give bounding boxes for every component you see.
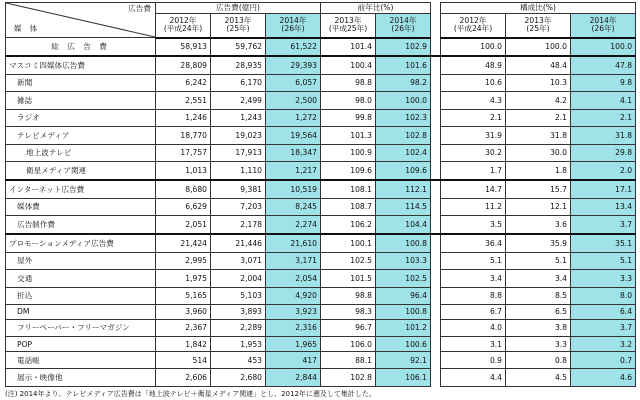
table-cell: 21,610 [266, 234, 321, 252]
row-label: 交通 [6, 270, 156, 288]
table-cell: 100.0 [506, 38, 571, 56]
table-cell: 0.8 [506, 351, 571, 369]
table-cell: 6,057 [266, 74, 321, 92]
table-cell: 3.6 [506, 216, 571, 234]
table-cell: 61,522 [266, 38, 321, 56]
table-cell: 102.5 [376, 270, 431, 288]
ad-expenditure-table [5, 2, 636, 387]
table-cell: 2,606 [156, 369, 211, 387]
table-cell: 2,004 [211, 270, 266, 288]
table-cell: 3.4 [441, 270, 506, 288]
table-cell: 2,844 [266, 369, 321, 387]
table-cell: 2,551 [156, 92, 211, 110]
column-header: 2012年 (平成24年) [156, 14, 211, 38]
table-cell: 5,103 [211, 287, 266, 305]
table-cell: 47.8 [571, 56, 636, 74]
table-cell: 4.0 [441, 319, 506, 337]
table-cell: 1,243 [211, 109, 266, 127]
table-cell: 31.8 [571, 127, 636, 145]
table-cell: 106.0 [321, 337, 376, 352]
table-cell: 2,499 [211, 92, 266, 110]
table-cell: 4,920 [266, 287, 321, 305]
table-cell: 100.1 [321, 234, 376, 252]
table-cell: 6,170 [211, 74, 266, 92]
header-cost-group: 広告費(億円) [156, 3, 321, 14]
table-cell: 3.3 [506, 337, 571, 352]
table-cell: 101.6 [376, 56, 431, 74]
column-header: 2013年 (平成25年) [321, 14, 376, 38]
row-label: ラジオ [6, 109, 156, 127]
table-cell: 3.5 [441, 216, 506, 234]
row-label: POP [6, 337, 156, 352]
table-cell: 2,680 [211, 369, 266, 387]
table-cell: 100.6 [376, 337, 431, 352]
table-cell: 3,171 [266, 252, 321, 270]
table-cell: 10.3 [506, 74, 571, 92]
table-row [6, 38, 636, 56]
table-cell: 100.9 [321, 144, 376, 162]
table-row [6, 144, 636, 162]
table-cell: 21,424 [156, 234, 211, 252]
table-cell: 15.7 [506, 180, 571, 198]
table-cell: 3.8 [506, 319, 571, 337]
row-label: 地上波テレビ [6, 144, 156, 162]
table-cell: 2.1 [571, 109, 636, 127]
row-label: 広告制作費 [6, 216, 156, 234]
table-cell: 4.2 [506, 92, 571, 110]
table-cell: 101.4 [321, 38, 376, 56]
table-cell: 17.1 [571, 180, 636, 198]
row-label: 折込 [6, 287, 156, 305]
table-cell: 6.7 [441, 305, 506, 320]
row-label: テレビメディア [6, 127, 156, 145]
table-cell: 3,960 [156, 305, 211, 320]
table-cell: 6.5 [506, 305, 571, 320]
table-cell: 19,564 [266, 127, 321, 145]
table-cell: 6,629 [156, 198, 211, 216]
table-cell: 100.0 [441, 38, 506, 56]
table-cell: 7,203 [211, 198, 266, 216]
table-cell: 4.4 [441, 369, 506, 387]
table-cell: 103.3 [376, 252, 431, 270]
table-cell: 10.6 [441, 74, 506, 92]
column-header: 2014年 (26年) [571, 14, 636, 38]
row-label: 屋外 [6, 252, 156, 270]
table-cell: 4.1 [571, 92, 636, 110]
table-cell: 30.2 [441, 144, 506, 162]
column-gap [431, 180, 441, 198]
table-row [6, 162, 636, 180]
column-gap [431, 234, 441, 252]
header-share-group: 構成比(%) [441, 3, 636, 14]
table-cell: 17,913 [211, 144, 266, 162]
table-cell: 6,242 [156, 74, 211, 92]
table-cell: 1.7 [441, 162, 506, 180]
column-gap [431, 351, 441, 369]
table-cell: 100.4 [321, 56, 376, 74]
row-label: フリーペーパー・フリーマガジン [6, 319, 156, 337]
column-gap [431, 216, 441, 234]
table-cell: 30.0 [506, 144, 571, 162]
column-gap [431, 305, 441, 320]
table-row [6, 74, 636, 92]
table-cell: 2.1 [506, 109, 571, 127]
table-cell: 109.6 [376, 162, 431, 180]
table-row [6, 270, 636, 288]
table-cell: 1,110 [211, 162, 266, 180]
table-row [6, 198, 636, 216]
table-cell: 102.8 [376, 127, 431, 145]
row-label: 総 広 告 費 [6, 38, 156, 56]
table-cell: 99.8 [321, 109, 376, 127]
column-gap [431, 337, 441, 352]
table-cell: 0.9 [441, 351, 506, 369]
table-cell: 4.5 [506, 369, 571, 387]
row-label: 展示・映像他 [6, 369, 156, 387]
table-cell: 5,165 [156, 287, 211, 305]
table-cell: 1,953 [211, 337, 266, 352]
header-yoy-group: 前年比(%) [321, 3, 431, 14]
table-cell: 98.0 [321, 92, 376, 110]
table-cell: 5.1 [506, 252, 571, 270]
table-cell: 96.7 [321, 319, 376, 337]
table-cell: 5.1 [441, 252, 506, 270]
column-gap [431, 92, 441, 110]
row-label: 衛星メディア関連 [6, 162, 156, 180]
table-cell: 3.7 [571, 216, 636, 234]
table-cell: 102.8 [321, 369, 376, 387]
column-gap [431, 252, 441, 270]
table-cell: 14.7 [441, 180, 506, 198]
table-cell: 3.3 [571, 270, 636, 288]
table-cell: 98.8 [321, 287, 376, 305]
column-gap [431, 287, 441, 305]
table-cell: 102.3 [376, 109, 431, 127]
row-label: 媒体費 [6, 198, 156, 216]
table-cell: 2,051 [156, 216, 211, 234]
table-cell: 114.5 [376, 198, 431, 216]
table-cell: 8,680 [156, 180, 211, 198]
column-gap [431, 198, 441, 216]
table-cell: 8.8 [441, 287, 506, 305]
column-gap [431, 109, 441, 127]
table-cell: 35.1 [571, 234, 636, 252]
table-cell: 2,316 [266, 319, 321, 337]
table-row [6, 56, 636, 74]
table-cell: 58,913 [156, 38, 211, 56]
table-cell: 109.6 [321, 162, 376, 180]
row-label: マスコミ四媒体広告費 [6, 56, 156, 74]
table-cell: 4.6 [571, 369, 636, 387]
corner-top-label: 広告費 [128, 4, 151, 13]
table-cell: 31.9 [441, 127, 506, 145]
table-row [6, 109, 636, 127]
table-cell: 2,289 [211, 319, 266, 337]
table-cell: 96.4 [376, 287, 431, 305]
table-cell: 12.1 [506, 198, 571, 216]
table-cell: 0.7 [571, 351, 636, 369]
table-cell: 88.1 [321, 351, 376, 369]
row-label: DM [6, 305, 156, 320]
table-cell: 29,393 [266, 56, 321, 74]
table-row [6, 180, 636, 198]
table-cell: 2,274 [266, 216, 321, 234]
column-gap [431, 74, 441, 92]
table-cell: 2,054 [266, 270, 321, 288]
table-cell: 1.8 [506, 162, 571, 180]
table-cell: 2,995 [156, 252, 211, 270]
table-cell: 4.3 [441, 92, 506, 110]
table-cell: 28,935 [211, 56, 266, 74]
table-cell: 2,367 [156, 319, 211, 337]
table-cell: 8,245 [266, 198, 321, 216]
table-cell: 3,893 [211, 305, 266, 320]
row-label: 電話帳 [6, 351, 156, 369]
table-row [6, 287, 636, 305]
table-row [6, 319, 636, 337]
table-row [6, 216, 636, 234]
table-cell: 104.4 [376, 216, 431, 234]
table-cell: 11.2 [441, 198, 506, 216]
table-cell: 1,975 [156, 270, 211, 288]
column-gap [431, 127, 441, 145]
table-cell: 28,809 [156, 56, 211, 74]
column-gap [431, 270, 441, 288]
row-label: 雑誌 [6, 92, 156, 110]
table-row [6, 369, 636, 387]
column-gap [431, 369, 441, 387]
table-cell: 29.8 [571, 144, 636, 162]
table-cell: 3.4 [506, 270, 571, 288]
table-cell: 101.5 [321, 270, 376, 288]
table-cell: 8.0 [571, 287, 636, 305]
table-cell: 8.5 [506, 287, 571, 305]
table-cell: 19,023 [211, 127, 266, 145]
table-cell: 108.1 [321, 180, 376, 198]
table-cell: 417 [266, 351, 321, 369]
column-gap [431, 144, 441, 162]
table-row [6, 92, 636, 110]
table-cell: 9,381 [211, 180, 266, 198]
table-cell: 98.2 [376, 74, 431, 92]
table-cell: 9.8 [571, 74, 636, 92]
table-cell: 100.8 [376, 305, 431, 320]
table-cell: 1,842 [156, 337, 211, 352]
column-gap [431, 319, 441, 337]
table-cell: 112.1 [376, 180, 431, 198]
table-cell: 1,246 [156, 109, 211, 127]
column-gap [431, 162, 441, 180]
column-header: 2014年 (26年) [376, 14, 431, 38]
table-cell: 100.8 [376, 234, 431, 252]
corner-bottom-label: 媒体 [14, 24, 46, 34]
table-cell: 108.7 [321, 198, 376, 216]
table-cell: 101.3 [321, 127, 376, 145]
corner-header-cell [6, 3, 156, 38]
table-cell: 3.7 [571, 319, 636, 337]
table-cell: 21,446 [211, 234, 266, 252]
table-cell: 48.4 [506, 56, 571, 74]
column-header: 2014年 (26年) [266, 14, 321, 38]
table-cell: 18,770 [156, 127, 211, 145]
table-cell: 31.8 [506, 127, 571, 145]
column-gap [431, 38, 441, 56]
table-cell: 3.2 [571, 337, 636, 352]
table-row [6, 337, 636, 352]
table-row [6, 127, 636, 145]
row-label: インターネット広告費 [6, 180, 156, 198]
column-header: 2012年 (平成24年) [441, 14, 506, 38]
table-cell: 2,178 [211, 216, 266, 234]
column-header: 2013年 (25年) [506, 14, 571, 38]
table-cell: 48.9 [441, 56, 506, 74]
table-cell: 3.1 [441, 337, 506, 352]
row-label: プロモーションメディア広告費 [6, 234, 156, 252]
table-cell: 6.4 [571, 305, 636, 320]
table-cell: 100.0 [376, 92, 431, 110]
table-cell: 1,272 [266, 109, 321, 127]
table-cell: 514 [156, 351, 211, 369]
table-cell: 5.1 [571, 252, 636, 270]
column-gap [431, 56, 441, 74]
column-header: 2013年 (25年) [211, 14, 266, 38]
table-cell: 17,757 [156, 144, 211, 162]
table-cell: 102.5 [321, 252, 376, 270]
table-cell: 36.4 [441, 234, 506, 252]
column-gap [431, 3, 441, 38]
table-cell: 2.1 [441, 109, 506, 127]
table-cell: 98.3 [321, 305, 376, 320]
table-cell: 2.0 [571, 162, 636, 180]
table-cell: 3,071 [211, 252, 266, 270]
table-cell: 10,519 [266, 180, 321, 198]
table-cell: 101.2 [376, 319, 431, 337]
table-cell: 2,500 [266, 92, 321, 110]
table-cell: 100.0 [571, 38, 636, 56]
row-label: 新聞 [6, 74, 156, 92]
table-cell: 1,965 [266, 337, 321, 352]
table-cell: 1,217 [266, 162, 321, 180]
table-cell: 1,013 [156, 162, 211, 180]
table-cell: 102.9 [376, 38, 431, 56]
table-cell: 98.8 [321, 74, 376, 92]
table-cell: 453 [211, 351, 266, 369]
table-row [6, 234, 636, 252]
table-cell: 102.4 [376, 144, 431, 162]
table-cell: 59,762 [211, 38, 266, 56]
table-cell: 3,923 [266, 305, 321, 320]
table-cell: 106.2 [321, 216, 376, 234]
table-cell: 92.1 [376, 351, 431, 369]
table-cell: 106.1 [376, 369, 431, 387]
footnote: (注) 2014年より、テレビメディア広告費は「地上波テレビ＋衛星メディア関連」とし、2012年に遡及して集計した。 [5, 390, 376, 398]
table-cell: 13.4 [571, 198, 636, 216]
table-row [6, 305, 636, 320]
table-row [6, 252, 636, 270]
table-row [6, 351, 636, 369]
table-cell: 18,347 [266, 144, 321, 162]
table-cell: 35.9 [506, 234, 571, 252]
